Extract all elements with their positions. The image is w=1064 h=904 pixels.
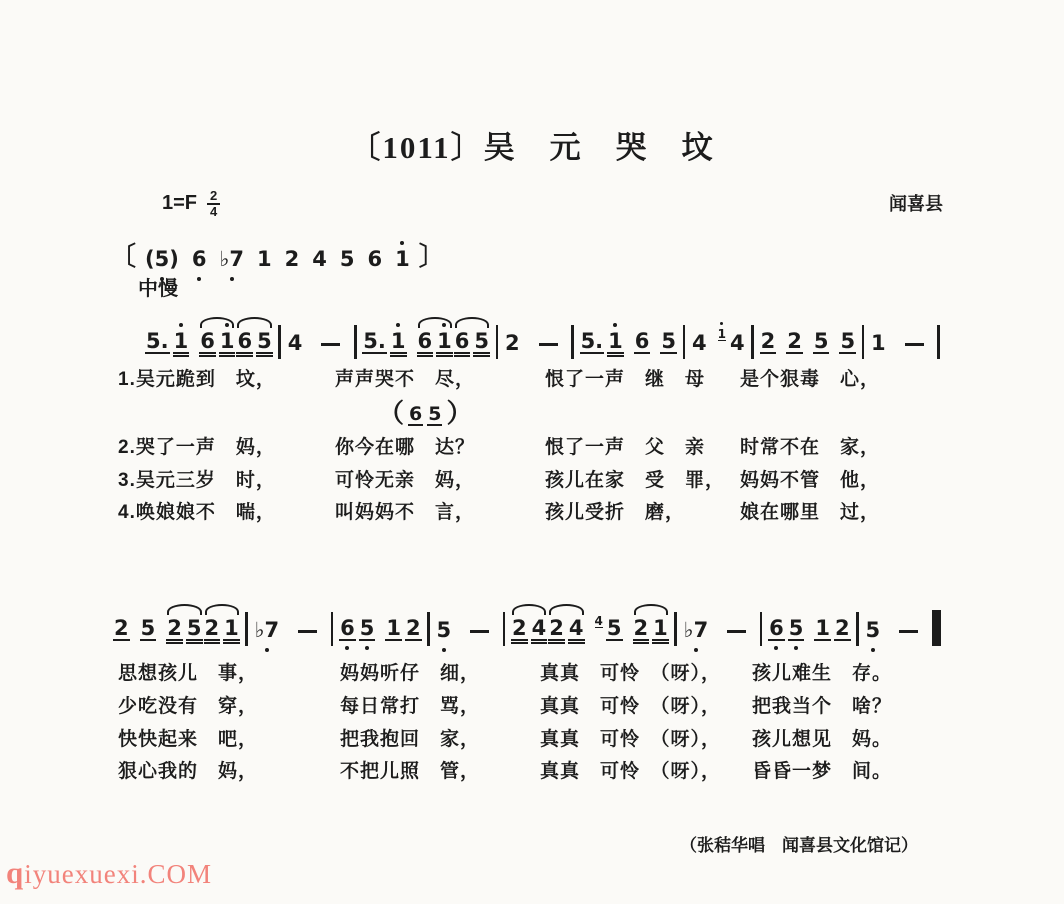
- note-number: 6: [191, 247, 207, 271]
- jianpu-note: [660, 331, 677, 354]
- jianpu-note: [405, 618, 422, 641]
- barline: [354, 325, 357, 359]
- jianpu-note: [408, 405, 423, 426]
- octave-dot-high: [400, 241, 404, 245]
- jianpu-note: [454, 331, 471, 354]
- note-number: 6: [417, 329, 433, 353]
- note-number: 2: [204, 616, 220, 640]
- jianpu-note: [473, 331, 490, 354]
- note-number: 1: [653, 616, 668, 640]
- lyric-phrase: 恨了一声 继 母: [545, 369, 706, 390]
- barline: [427, 612, 430, 646]
- note-number: 2: [512, 616, 527, 640]
- jianpu-note: [311, 249, 328, 270]
- jianpu-note: [191, 249, 208, 270]
- jianpu-note: [339, 249, 356, 270]
- lyric-phrase: 真真 可怜 （呀），: [540, 761, 722, 782]
- lyric-row: [0, 724, 1064, 754]
- note-number: 5: [186, 616, 202, 640]
- watermark-rest: iyuexuexi.COM: [24, 859, 212, 889]
- duration-dash: [727, 630, 746, 634]
- octave-dot-high: [396, 323, 400, 327]
- slur-group: [511, 618, 547, 641]
- note-group: [870, 333, 887, 354]
- jianpu-note: [595, 615, 603, 628]
- octave-dot-low: [197, 277, 201, 281]
- note-number: 4: [568, 616, 584, 640]
- jianpu-note: [385, 618, 402, 641]
- note-group: [254, 620, 281, 641]
- note-group: [113, 618, 130, 641]
- octave-dot-high: [179, 323, 183, 327]
- note-group: [717, 327, 746, 355]
- jianpu-note: [548, 618, 565, 641]
- note-number: 1: [717, 327, 726, 341]
- note-number: 6: [769, 616, 784, 640]
- note-number: 5.: [363, 329, 386, 353]
- note-group: [786, 331, 803, 354]
- jianpu-note: [691, 333, 708, 354]
- time-signature-denominator: 4: [210, 204, 218, 220]
- tempo-marking: 中慢: [138, 278, 178, 300]
- scale-notes: [142, 249, 413, 270]
- note-group: [145, 331, 189, 354]
- note-number: 1: [815, 616, 830, 640]
- lyric-phrase: 快快起来 吧，: [118, 729, 259, 750]
- slur-group: [417, 331, 453, 354]
- lyric-row: [0, 465, 1064, 495]
- jianpu-note: [607, 331, 624, 354]
- note-number: 4: [287, 331, 303, 355]
- scale-notation: [110, 233, 445, 270]
- credit-line: （张秸华唱 闻喜县文化馆记）: [680, 836, 918, 855]
- measure: [504, 333, 566, 354]
- jianpu-note: [140, 618, 157, 641]
- key-signature: [162, 188, 220, 219]
- barline: [683, 325, 686, 359]
- duration-dash: [321, 343, 340, 347]
- note-number: 5: [428, 403, 442, 425]
- measure: [339, 618, 422, 641]
- lyric-phrase: 把我当个 啥？: [752, 696, 893, 717]
- barline: [674, 612, 677, 646]
- note-number: 1: [386, 616, 401, 640]
- note-group: [580, 331, 624, 354]
- duration-dash: [298, 630, 317, 634]
- lyric-phrase: 娘在哪里 过，: [740, 502, 881, 523]
- measure: [691, 327, 746, 355]
- jianpu-note: [113, 618, 130, 641]
- note-number: 2: [760, 329, 776, 353]
- note-number: 5: [865, 618, 881, 642]
- note-number: 5: [813, 329, 829, 353]
- note-number: 5: [474, 329, 489, 353]
- measure: [113, 618, 240, 641]
- note-number: 6: [367, 247, 383, 271]
- slur-group: [199, 331, 235, 354]
- final-barline: [932, 610, 941, 646]
- lyric-phrase: 恨了一声 父 亲: [545, 437, 706, 458]
- barline: [937, 325, 940, 359]
- note-number: 2: [114, 616, 129, 640]
- slur-group: [236, 331, 272, 354]
- note-group: [594, 614, 623, 641]
- note-group: [760, 331, 777, 354]
- note-group: [691, 333, 708, 354]
- note-number: 6: [237, 329, 253, 353]
- time-signature: [207, 189, 220, 220]
- note-group: [504, 333, 521, 354]
- jianpu-note: [814, 618, 831, 641]
- jianpu-note: [427, 405, 442, 426]
- jianpu-note: [580, 331, 605, 354]
- note-number: 5: [257, 329, 272, 353]
- barline: [331, 612, 334, 646]
- lyric-phrase: 不把儿照 管，: [340, 761, 481, 782]
- note-number: 1: [173, 329, 189, 353]
- note-number: 5.: [580, 329, 604, 353]
- duration-dash: [905, 343, 924, 347]
- note-number: 5: [840, 329, 856, 353]
- lyric-row: [0, 756, 1064, 786]
- watermark: [6, 855, 212, 891]
- slur-group: [166, 618, 202, 641]
- note-number: 4: [312, 247, 327, 271]
- note-cluster: [166, 618, 240, 641]
- time-signature-numerator: 2: [207, 189, 220, 205]
- jianpu-note: [568, 618, 585, 641]
- lyric-phrase: 可怜无亲 妈，: [335, 470, 476, 491]
- slur-group: [454, 331, 490, 354]
- note-cluster: [511, 618, 585, 641]
- lyric-phrase: 是个狠毒 心，: [740, 369, 881, 390]
- jianpu-note: [390, 331, 407, 354]
- note-number: 4: [531, 616, 547, 640]
- note-number: ♭7: [219, 247, 244, 271]
- barline: [751, 325, 754, 359]
- score-line-1: [145, 312, 940, 354]
- jianpu-note: [760, 331, 777, 354]
- measure: [362, 331, 490, 354]
- note-number: 5: [359, 616, 375, 640]
- paren-close: ）: [446, 398, 473, 428]
- jianpu-note: [204, 618, 221, 641]
- note-group: [683, 620, 710, 641]
- duration-dash: [539, 343, 558, 347]
- watermark-lead: q: [6, 855, 25, 890]
- note-number: 1: [390, 329, 406, 353]
- note-number: 6: [340, 616, 355, 640]
- lyric-phrase: 时常不在 家，: [740, 437, 881, 458]
- jianpu-note: [284, 249, 301, 270]
- jianpu-note: [218, 249, 245, 270]
- jianpu-note: [839, 331, 856, 354]
- lyric-phrase: 孩儿受折 磨，: [545, 502, 686, 523]
- note-group: [865, 620, 882, 641]
- note-group: [436, 620, 453, 641]
- measure: [145, 331, 273, 354]
- jianpu-note: [786, 331, 803, 354]
- lyric-phrase: 妈妈不管 他，: [740, 470, 881, 491]
- note-number: 4: [729, 331, 745, 355]
- jianpu-note: [870, 333, 887, 354]
- note-number: 1: [219, 329, 235, 353]
- note-number: 5: [339, 247, 355, 271]
- jianpu-note: [339, 618, 356, 641]
- note-number: 5: [661, 329, 677, 353]
- note-number: 5: [788, 616, 804, 640]
- note-number: 5: [140, 616, 156, 640]
- lyric-phrase: 真真 可怜 （呀），: [540, 663, 722, 684]
- jianpu-note: [144, 249, 180, 270]
- jianpu-note: [287, 333, 304, 354]
- note-number: 2: [549, 616, 564, 640]
- note-number: ♭7: [683, 618, 709, 642]
- jianpu-note: [865, 620, 882, 641]
- jianpu-note: [436, 620, 453, 641]
- barline: [245, 612, 248, 646]
- octave-dot-high: [613, 323, 617, 327]
- lyric-phrase: 声声哭不 尽，: [335, 369, 476, 390]
- jianpu-note: [436, 331, 453, 354]
- note-number: 1: [395, 247, 410, 271]
- lyric-row: [0, 364, 1064, 394]
- page-title: 〔1011〕吴 元 哭 坟: [349, 130, 715, 165]
- scale-close-bracket: 〕: [418, 241, 445, 271]
- region-label: 闻喜县: [889, 194, 943, 214]
- jianpu-note: [504, 333, 521, 354]
- measure: [287, 333, 349, 354]
- note-number: 6: [454, 329, 470, 353]
- lyric-phrase: 1.吴元跪到 坟，: [118, 369, 276, 390]
- note-cluster: [199, 331, 273, 354]
- note-number: 2: [633, 616, 649, 640]
- note-group: [814, 618, 850, 641]
- note-group: [140, 618, 157, 641]
- jianpu-note: [199, 331, 216, 354]
- lyric-phrase: 你今在哪 达？: [335, 437, 476, 458]
- jianpu-note: [256, 249, 273, 270]
- note-number: 5: [606, 616, 622, 640]
- barline: [856, 612, 859, 646]
- jianpu-note: [511, 618, 528, 641]
- note-group: [339, 618, 375, 641]
- jianpu-note: [633, 618, 650, 641]
- measure: [511, 614, 669, 641]
- jianpu-note: [683, 620, 710, 641]
- slur-group: [204, 618, 240, 641]
- lyric-phrase: 少吃没有 穿，: [118, 696, 259, 717]
- lyric-phrase: 真真 可怜 （呀），: [540, 696, 722, 717]
- lyric-phrase: 孩儿难生 存。: [752, 663, 893, 684]
- octave-dot-high: [442, 323, 446, 327]
- jianpu-note: [223, 618, 240, 641]
- note-group: [660, 331, 677, 354]
- note-number: 2: [405, 616, 421, 640]
- slur-group: [548, 618, 584, 641]
- note-number: 2: [504, 331, 520, 355]
- octave-dot-high: [720, 322, 723, 325]
- note-number: 6: [409, 403, 423, 425]
- note-number: 2: [834, 616, 850, 640]
- barline: [278, 325, 281, 359]
- jianpu-note: [394, 249, 411, 270]
- scale-open-bracket: 〔: [110, 241, 137, 271]
- jianpu-note: [359, 618, 376, 641]
- lyric-row: [0, 691, 1064, 721]
- jianpu-note: [366, 249, 383, 270]
- lyric-phrase: 把我抱回 家，: [340, 729, 481, 750]
- measure: [683, 620, 755, 641]
- jianpu-note: [256, 331, 273, 354]
- jianpu-note: [834, 618, 851, 641]
- note-group: [768, 618, 804, 641]
- lyric-row: [0, 658, 1064, 688]
- lyric-phrase: 3.吴元三岁 时，: [118, 470, 276, 491]
- jianpu-note: [145, 331, 170, 354]
- note-group: [813, 331, 830, 354]
- jianpu-note: [166, 618, 183, 641]
- note-number: 2: [167, 616, 182, 640]
- lyrics-section-1: [0, 356, 1064, 536]
- jianpu-note: [173, 331, 190, 354]
- jianpu-note: [788, 618, 805, 641]
- note-number: 1: [437, 329, 452, 353]
- lyric-phrase: 昏昏一梦 间。: [752, 761, 893, 782]
- note-number: 1: [608, 329, 623, 353]
- note-number: 2: [284, 247, 300, 271]
- measure: [768, 618, 851, 641]
- note-group: [839, 331, 856, 354]
- lyric-phrase: 每日常打 骂，: [340, 696, 481, 717]
- alternate-notes: [378, 389, 473, 426]
- jianpu-note: [718, 328, 726, 341]
- lyric-phrase: 妈妈听仔 细，: [340, 663, 481, 684]
- note-group: [385, 618, 421, 641]
- note-number: 4: [692, 331, 707, 355]
- lyric-phrase: 叫妈妈不 言，: [335, 502, 476, 523]
- note-number: 6: [634, 329, 650, 353]
- key-label: 1=F: [162, 191, 198, 214]
- note-number: ♭7: [254, 618, 280, 642]
- jianpu-note: [417, 331, 434, 354]
- jianpu-note: [236, 331, 253, 354]
- note-number: 5: [436, 618, 452, 642]
- jianpu-note: [186, 618, 203, 641]
- note-number: 2: [787, 329, 802, 353]
- jianpu-note: [768, 618, 785, 641]
- lyric-phrase: 真真 可怜 （呀），: [540, 729, 722, 750]
- jianpu-note: [606, 618, 623, 641]
- duration-dash: [470, 630, 489, 634]
- paren-open: （: [378, 398, 405, 428]
- jianpu-note: [254, 620, 281, 641]
- slur-group: [633, 618, 669, 641]
- lyric-phrase: 思想孩儿 事，: [118, 663, 259, 684]
- octave-dot-high: [225, 323, 229, 327]
- lyric-row: [0, 432, 1064, 462]
- jianpu-note: [634, 331, 651, 354]
- note-cluster: [417, 331, 491, 354]
- measure: [865, 620, 927, 641]
- note-group: [362, 331, 406, 354]
- measure: [254, 620, 326, 641]
- note-number: (5): [145, 247, 179, 271]
- note-number: 1: [224, 616, 239, 640]
- barline: [503, 612, 506, 646]
- jianpu-note: [652, 618, 669, 641]
- jianpu-note: [729, 333, 746, 354]
- note-group: [634, 331, 651, 354]
- lyric-phrase: 4.唤娘娘不 喘，: [118, 502, 276, 523]
- measure: [436, 620, 498, 641]
- duration-dash: [899, 630, 918, 634]
- jianpu-note: [813, 331, 830, 354]
- measure: [580, 331, 677, 354]
- note-number: 6: [200, 329, 215, 353]
- lyric-phrase: 2.哭了一声 妈，: [118, 437, 276, 458]
- note-number: 5.: [146, 329, 169, 353]
- score-line-2: [113, 599, 941, 641]
- octave-dot-low: [230, 277, 234, 281]
- barline: [760, 612, 763, 646]
- note-number: 4: [594, 614, 603, 628]
- jianpu-note: [362, 331, 387, 354]
- jianpu-note: [531, 618, 548, 641]
- barline: [496, 325, 499, 359]
- measure: [760, 331, 857, 354]
- jianpu-note: [219, 331, 236, 354]
- measure: [870, 333, 932, 354]
- note-number: 1: [256, 247, 272, 271]
- lyrics-section-2: [0, 650, 1064, 800]
- lyric-phrase: 孩儿想见 妈。: [752, 729, 893, 750]
- lyric-phrase: 狠心我的 妈，: [118, 761, 259, 782]
- barline: [862, 325, 865, 359]
- lyric-phrase: 孩儿在家 受 罪，: [545, 470, 726, 491]
- lyric-row: [0, 497, 1064, 527]
- barline: [571, 325, 574, 359]
- note-group: [287, 333, 304, 354]
- note-number: 1: [871, 331, 886, 355]
